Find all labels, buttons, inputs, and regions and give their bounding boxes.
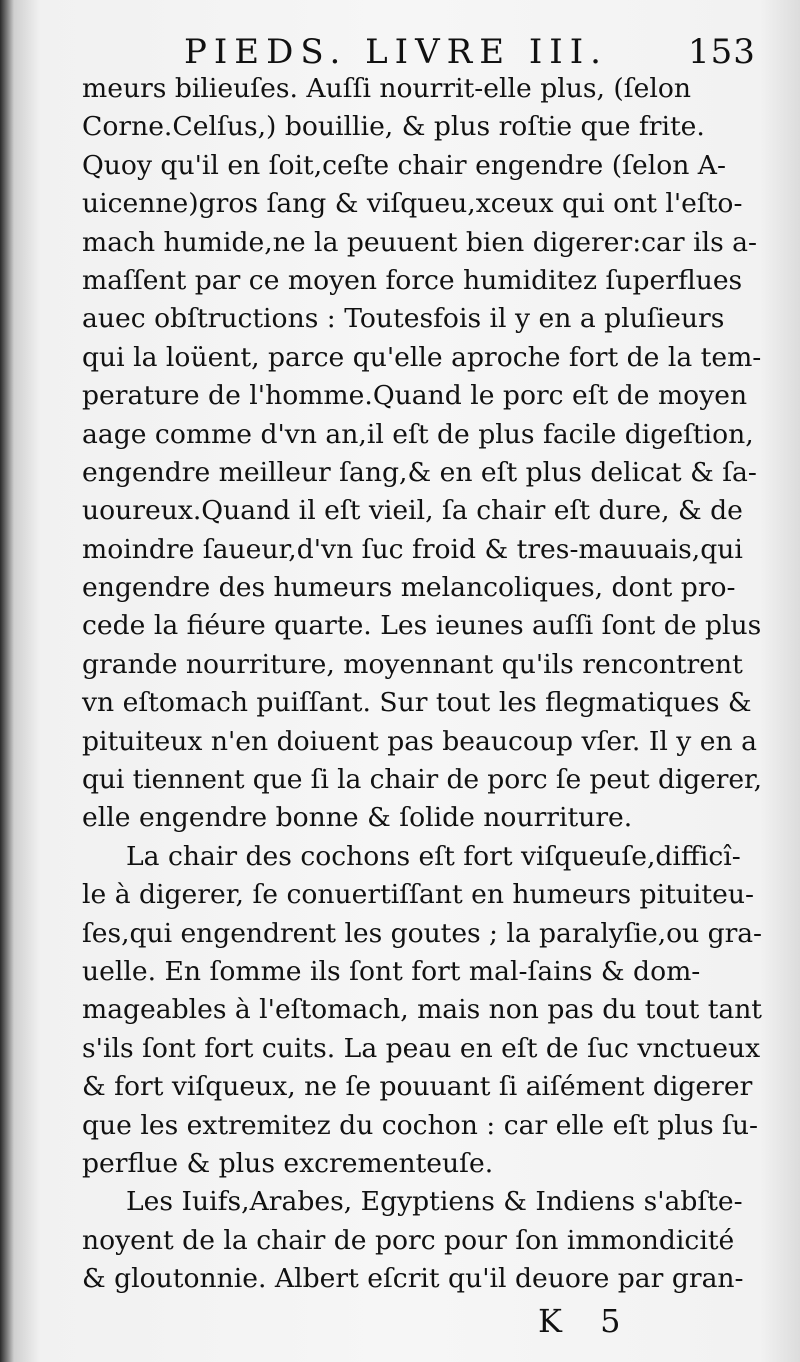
text-line: ſes,qui engendrent les goutes ; la paralyſie,ou gra-	[82, 917, 762, 949]
text-line: s'ils ſont fort cuits. La peau en eſt de ſuc vnctueux	[82, 1032, 761, 1064]
text-line: perature de l'homme.Quand le porc eſt de moyen	[82, 380, 748, 412]
paragraph-first-line: La chair des cochons eſt fort viſqueuſe,difficî-	[126, 840, 741, 872]
text-line: Corne.Celſus,) bouillie, & plus roſtie que frite.	[82, 111, 705, 143]
text-line: aage comme d'vn an,il eſt de plus facile digeſtion,	[82, 418, 754, 450]
page-footer	[0, 1296, 800, 1346]
body-text	[82, 70, 762, 1299]
text-line: auec obſtructions : Toutesfois il y en a pluſieurs	[82, 303, 725, 335]
text-line: le à digerer, ſe conuertiſſant en humeurs pituiteu-	[82, 879, 754, 911]
text-line: uicenne)gros ſang & viſqueu,xceux qui ont l'eſto-	[82, 188, 743, 220]
text-line: engendre meilleur ſang,& en eſt plus delicat & ſa-	[82, 456, 757, 488]
text-line: uelle. En ſomme ils ſont fort mal-ſains & dom-	[82, 955, 701, 987]
text-line: qui la loüent, parce qu'elle aproche fort de la tem-	[82, 341, 762, 373]
text-line: Quoy qu'il en ſoit,ceſte chair engendre (ſelon A-	[82, 149, 726, 181]
text-line: maſſent par ce moyen force humiditez ſuperflues	[82, 264, 743, 296]
text-line: perflue & plus excrementeuſe.	[82, 1147, 494, 1179]
running-head: PIEDS. LIVRE III.	[184, 32, 608, 72]
text-line: grande nourriture, moyennant qu'ils rencontrent	[82, 648, 743, 680]
text-line: mageables à l'eſtomach, mais non pas du tout tant	[82, 994, 762, 1026]
text-line: noyent de la chair de porc pour ſon immondicité	[82, 1224, 735, 1256]
text-line: que les extremitez du cochon : car elle eſt plus ſu-	[82, 1109, 758, 1141]
text-line: qui tiennent que ſi la chair de porc ſe peut digerer,	[82, 764, 763, 796]
text-line: & fort viſqueux, ne ſe pouuant ſi aiſément digerer	[82, 1071, 753, 1103]
text-line: uoureux.Quand il eſt vieil, ſa chair eſt dure, & de	[82, 495, 743, 527]
text-line: engendre des humeurs melancoliques, dont pro-	[82, 572, 736, 604]
page-header	[0, 28, 800, 76]
text-line: vn eſtomach puiſſant. Sur tout les flegmatiques &	[82, 687, 752, 719]
text-line: pituiteux n'en doiuent pas beaucoup vſer. Il y en a	[82, 725, 757, 757]
text-line: & gloutonnie. Albert eſcrit qu'il deuore par gran-	[82, 1263, 744, 1295]
signature-mark: K 5	[538, 1302, 635, 1340]
text-line: meurs bilieuſes. Auſſi nourrit-elle plus, (ſelon	[82, 73, 692, 104]
text-line: mach humide,ne la peuuent bien digerer:car ils a-	[82, 226, 758, 258]
text-line: cede la fiéure quarte. Les ieunes auſſi ſont de plus	[82, 610, 762, 642]
text-line: moindre ſaueur,d'vn ſuc froid & tres-mauuais,qui	[82, 533, 743, 565]
text-line: elle engendre bonne & ſolide nourriture.	[82, 802, 633, 834]
paragraph-first-line: Les Iuifs,Arabes, Egyptiens & Indiens s'abſte-	[126, 1186, 743, 1218]
page-number: 153	[688, 32, 756, 72]
